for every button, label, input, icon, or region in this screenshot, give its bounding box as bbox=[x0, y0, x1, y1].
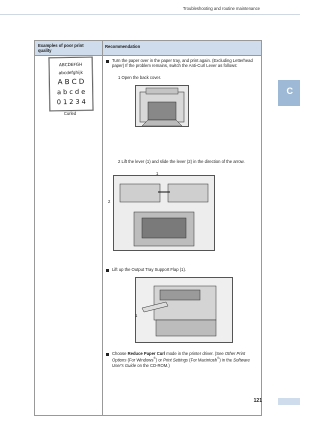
table-header-row bbox=[35, 41, 261, 56]
bullet-1-text: Turn the paper over in the paper tray, and print again. (Excluding Letterhead paper) If the problem remains, switch the Anti-Curl Lever as follows: bbox=[112, 58, 253, 69]
other-print-options-ref: Other Print Options bbox=[112, 351, 246, 363]
reduce-paper-curl-label: Reduce Paper Curl bbox=[127, 351, 166, 356]
figure-back-cover bbox=[135, 85, 189, 127]
printer-front-illustration bbox=[136, 278, 232, 342]
figure-output-tray-flap bbox=[135, 277, 233, 343]
sample-line-1: ABCDEFGH bbox=[58, 61, 83, 68]
lever-illustration bbox=[114, 176, 214, 250]
callout-1-flap: 1 bbox=[135, 313, 138, 318]
running-header: Troubleshooting and routine maintenance bbox=[182, 6, 260, 11]
figure-anti-curl-levers bbox=[113, 175, 215, 251]
recommendation-table bbox=[34, 40, 262, 416]
sample-line-4: a b c d e bbox=[57, 87, 86, 97]
sample-line-2: abcdefghijk bbox=[58, 69, 83, 76]
column-header-recommendation: Recommendation bbox=[105, 44, 141, 49]
page-number-bar bbox=[278, 398, 300, 405]
chapter-letter: C bbox=[286, 86, 293, 96]
sample-line-5: 0 1 2 3 4 bbox=[56, 97, 86, 107]
bullet-marker bbox=[106, 353, 109, 356]
print-settings-ref: Print Settings bbox=[163, 357, 189, 363]
software-users-guide-ref: Software User's Guide bbox=[112, 357, 250, 368]
printer-back-illustration bbox=[136, 86, 188, 126]
bullet-marker bbox=[106, 60, 109, 63]
page-number: 121 bbox=[253, 398, 262, 404]
callout-1: 1 bbox=[156, 171, 159, 176]
header-rule bbox=[0, 14, 300, 15]
curled-print-sample bbox=[49, 57, 94, 112]
step-2-text: 2 Lift the lever (1) and slide the lever (2) in the direction of the arrow. bbox=[118, 159, 245, 164]
step-1-text: 1 Open the back cover. bbox=[118, 75, 162, 80]
sample-line-3: A B C D bbox=[57, 77, 85, 87]
bullet-marker bbox=[106, 269, 109, 272]
sample-caption: Curled bbox=[63, 111, 77, 116]
callout-2: 2 bbox=[108, 199, 111, 204]
bullet-2-text: Lift up the Output Tray Support Flap (1). bbox=[112, 267, 187, 272]
column-header-examples: Examples of poor print quality bbox=[38, 43, 84, 53]
column-divider bbox=[102, 41, 103, 415]
bullet-3-text: Choose Reduce Paper Curl mode in the printer driver. (See Other Print Options (For Windows®) or Print Settings (For Macintosh®) in the Software User's Guide on the CD-ROM.) bbox=[112, 351, 250, 368]
